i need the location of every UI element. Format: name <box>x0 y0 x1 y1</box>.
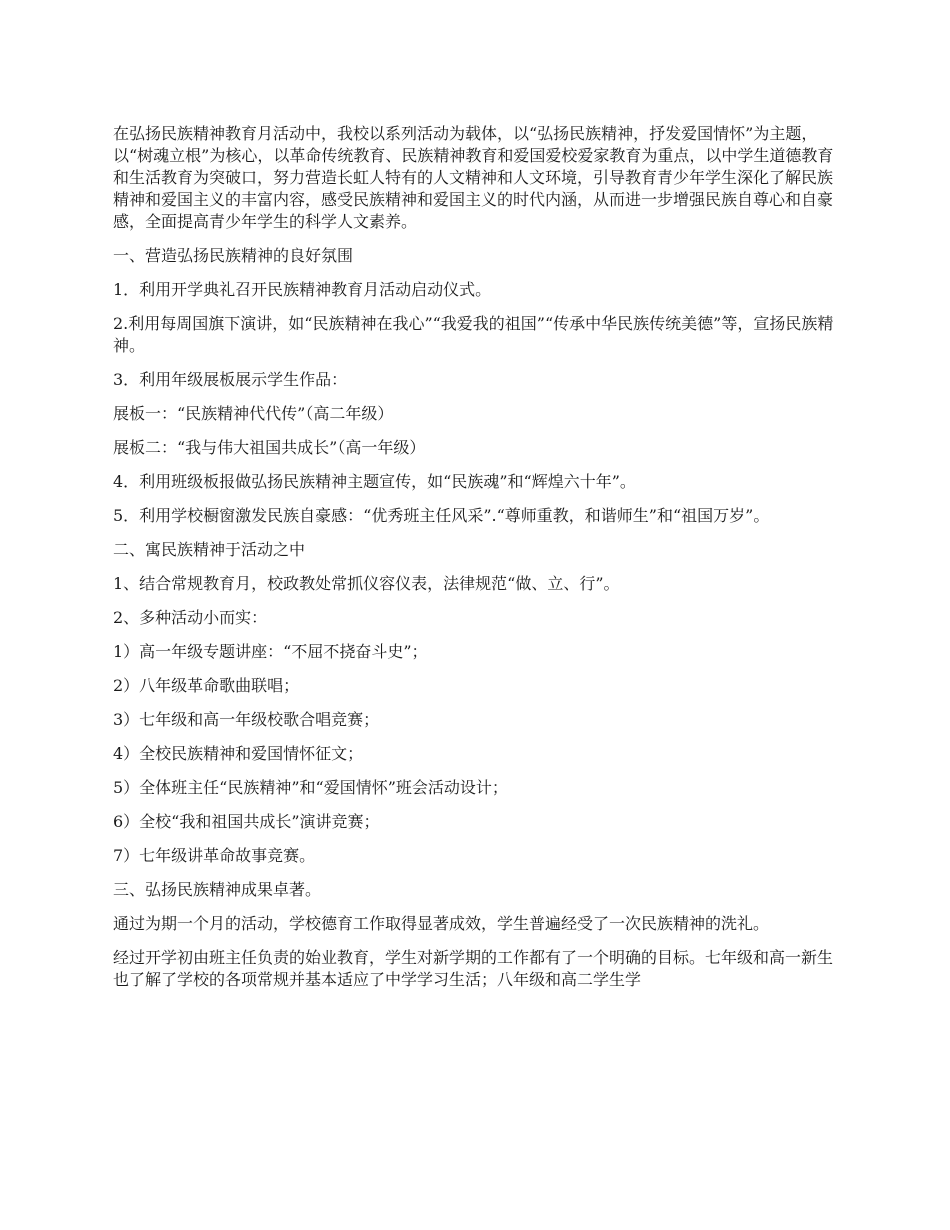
list-item: 3．利用年级展板展示学生作品： <box>113 370 348 389</box>
list-item: 4．利用班级板报做弘扬民族精神主题宣传，如“民族魂”和“辉煌六十年”。 <box>113 472 636 491</box>
intro-paragraph: 在弘扬民族精神教育月活动中，我校以系列活动为载体，以“弘扬民族精神，抒发爱国情怀”为主题，以“树魂立根”为核心，以革命传统教育、民族精神教育和爱国爱校爱家教育为重点，以中学生道德教育和生活教育为突破口，努力营造长虹人特有的人文精神和人文环境，引导教育青少年学生深化了解民族精神和爱国主义的丰富内容，感受民族精神和爱国主义的时代内涵，从而进一步增强民族自尊心和自豪感，全面提高青少年学生的科学人文素养。 <box>113 124 834 231</box>
list-item: 5．利用学校橱窗激发民族自豪感：“优秀班主任风采”.“尊师重教，和谐师生”和“祖国万岁”。 <box>113 506 770 525</box>
list-item: 展板一：“民族精神代代传”（高二年级） <box>113 404 394 423</box>
list-item: 展板二：“我与伟大祖国共成长”（高一年级） <box>113 438 426 457</box>
list-item: 2、多种活动小而实： <box>113 608 268 627</box>
section-heading-1: 一、营造弘扬民族精神的良好氛围 <box>113 246 354 265</box>
list-item: 1．利用开学典礼召开民族精神教育月活动启动仪式。 <box>113 280 492 299</box>
list-item: 1、结合常规教育月，校政教处常抓仪容仪表，法律规范“做、立、行”。 <box>113 574 620 593</box>
list-item: 2.利用每周国旗下演讲，如“民族精神在我心”“我爱我的祖国”“传承中华民族传统美德”等，宣扬民族精神。 <box>113 314 834 355</box>
list-item: 7）七年级讲革命故事竞赛。 <box>113 846 316 865</box>
list-item: 6）全校“我和祖国共成长”演讲竞赛； <box>113 812 380 831</box>
document-body <box>113 123 840 1003</box>
section-heading-2: 二、寓民族精神于活动之中 <box>113 540 306 559</box>
list-item: 4）全校民族精神和爱国情怀征文； <box>113 744 364 763</box>
body-paragraph: 经过开学初由班主任负责的始业教育，学生对新学期的工作都有了一个明确的目标。七年级和高一新生也了解了学校的各项常规并基本适应了中学学习生活；八年级和高二学生学 <box>113 948 834 989</box>
list-item: 2）八年级革命歌曲联唱； <box>113 676 300 695</box>
list-item: 1）高一年级专题讲座：“不屈不挠奋斗史”； <box>113 642 428 661</box>
list-item: 5）全体班主任“民族精神”和“爱国情怀”班会活动设计； <box>113 778 508 797</box>
body-paragraph: 通过为期一个月的活动，学校德育工作取得显著成效，学生普遍经受了一次民族精神的洗礼。 <box>113 914 770 933</box>
section-heading-3: 三、弘扬民族精神成果卓著。 <box>113 880 322 899</box>
list-item: 3）七年级和高一年级校歌合唱竞赛； <box>113 710 380 729</box>
